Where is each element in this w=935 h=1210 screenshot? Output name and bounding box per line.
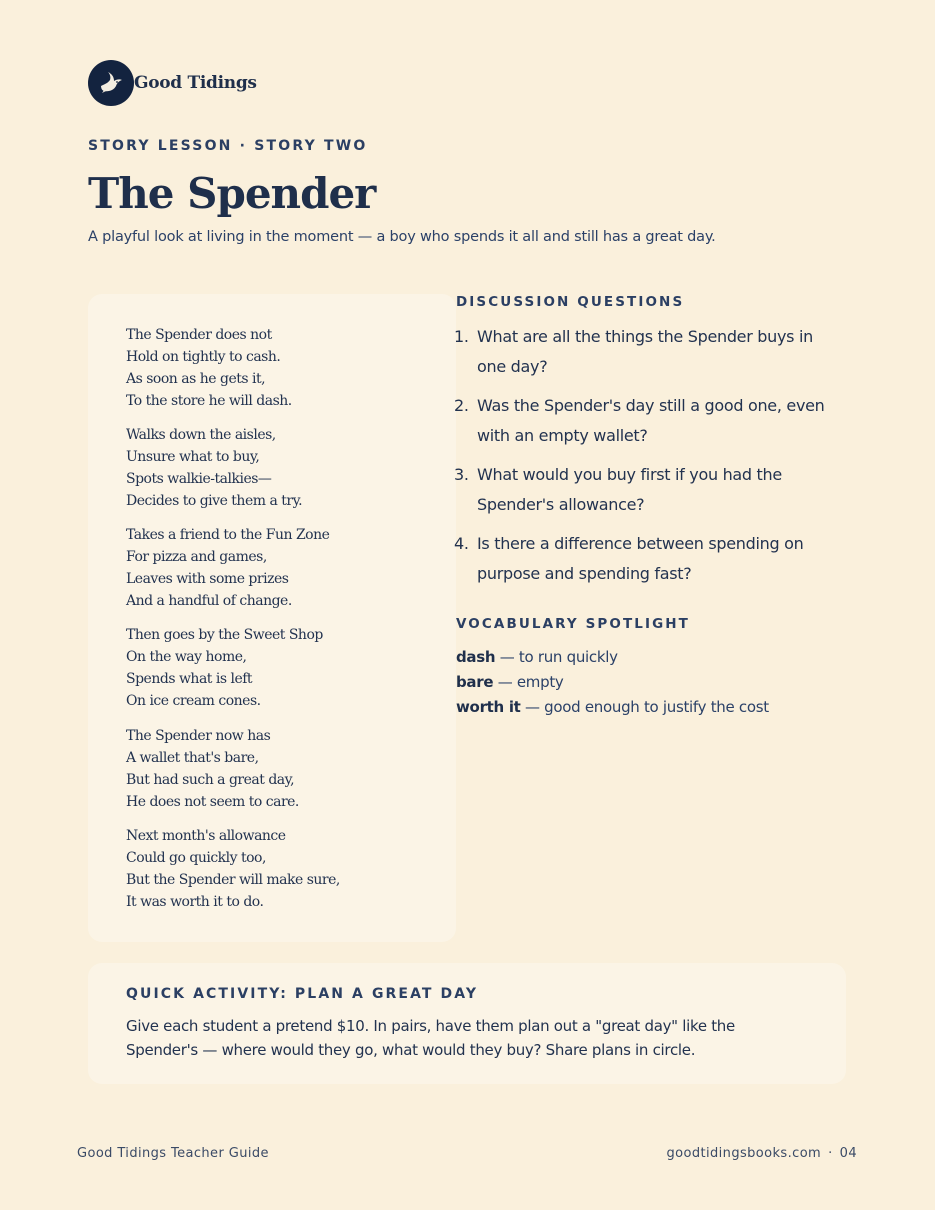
poem-line: On ice cream cones. bbox=[126, 693, 261, 709]
question-text: What would you buy first if you had the Spender's allowance? bbox=[477, 465, 782, 514]
page-number: 04 bbox=[839, 1146, 857, 1161]
activity-title: QUICK ACTIVITY: PLAN A GREAT DAY bbox=[126, 986, 479, 1002]
poem-line: He does not seem to care. bbox=[126, 794, 299, 810]
poem-line: But had such a great day, bbox=[126, 772, 295, 788]
poem-line: Takes a friend to the Fun Zone bbox=[126, 527, 330, 543]
poem-line: Hold on tightly to cash. bbox=[126, 349, 281, 365]
discussion-question bbox=[456, 460, 836, 520]
poem-stanza bbox=[126, 624, 446, 712]
question-number: 3. bbox=[454, 465, 469, 484]
poem-line: Could go quickly too, bbox=[126, 850, 266, 866]
question-number: 1. bbox=[454, 327, 469, 346]
footer-site-page bbox=[667, 1146, 858, 1161]
question-text: Was the Spender's day still a good one, even with an empty wallet? bbox=[477, 396, 825, 445]
brand-logo bbox=[88, 60, 257, 106]
vocabulary-item bbox=[456, 645, 856, 670]
poem bbox=[126, 324, 446, 925]
poem-line: For pizza and games, bbox=[126, 549, 267, 565]
discussion-question bbox=[456, 391, 836, 451]
poem-line: And a handful of change. bbox=[126, 593, 292, 609]
activity-body: Give each student a pretend $10. In pairs, have them plan out a "great day" like the Spender's — where would they go, what would they buy? Share plans in circle. bbox=[126, 1017, 735, 1059]
footer-separator: · bbox=[828, 1146, 833, 1161]
discussion-question bbox=[456, 322, 836, 382]
poem-stanza bbox=[126, 524, 446, 612]
vocabulary-term: bare bbox=[456, 673, 494, 691]
footer-guide-title: Good Tidings Teacher Guide bbox=[77, 1146, 269, 1161]
vocabulary-list bbox=[456, 645, 856, 720]
question-number: 2. bbox=[454, 396, 469, 415]
poem-stanza bbox=[126, 725, 446, 813]
vocabulary-term: worth it bbox=[456, 698, 521, 716]
poem-line: Spends what is left bbox=[126, 671, 253, 687]
question-text: Is there a difference between spending on purpose and spending fast? bbox=[477, 534, 804, 583]
vocabulary-item bbox=[456, 670, 856, 695]
poem-line: The Spender now has bbox=[126, 728, 271, 744]
poem-line: On the way home, bbox=[126, 649, 247, 665]
poem-line: Unsure what to buy, bbox=[126, 449, 260, 465]
poem-stanza bbox=[126, 825, 446, 913]
question-number: 4. bbox=[454, 534, 469, 553]
poem-line: Next month's allowance bbox=[126, 828, 286, 844]
poem-line: Then goes by the Sweet Shop bbox=[126, 627, 323, 643]
poem-stanza bbox=[126, 424, 446, 512]
discussion-list bbox=[456, 322, 836, 598]
vocabulary-definition: — to run quickly bbox=[495, 648, 618, 666]
vocabulary-definition: — good enough to justify the cost bbox=[520, 698, 769, 716]
page-title: The Spender bbox=[88, 169, 376, 218]
story-kicker: STORY LESSON · STORY TWO bbox=[88, 138, 368, 154]
vocabulary-item bbox=[456, 695, 856, 720]
vocabulary-heading: VOCABULARY SPOTLIGHT bbox=[456, 616, 690, 632]
vocabulary-definition: — empty bbox=[493, 673, 564, 691]
poem-line: It was worth it to do. bbox=[126, 894, 264, 910]
poem-line: Walks down the aisles, bbox=[126, 427, 276, 443]
poem-line: To the store he will dash. bbox=[126, 393, 292, 409]
discussion-question bbox=[456, 529, 836, 589]
poem-line: The Spender does not bbox=[126, 327, 272, 343]
page-subtitle: A playful look at living in the moment — a boy who spends it all and still has a great day. bbox=[88, 229, 716, 245]
dove-icon bbox=[88, 60, 134, 106]
poem-stanza bbox=[126, 324, 446, 412]
poem-line: But the Spender will make sure, bbox=[126, 872, 340, 888]
poem-line: A wallet that's bare, bbox=[126, 750, 259, 766]
question-text: What are all the things the Spender buys in one day? bbox=[477, 327, 813, 376]
discussion-heading: DISCUSSION QUESTIONS bbox=[456, 294, 685, 310]
poem-line: As soon as he gets it, bbox=[126, 371, 266, 387]
poem-line: Decides to give them a try. bbox=[126, 493, 303, 509]
poem-line: Spots walkie-talkies— bbox=[126, 471, 272, 487]
poem-line: Leaves with some prizes bbox=[126, 571, 289, 587]
vocabulary-term: dash bbox=[456, 648, 496, 666]
brand-name: Good Tidings bbox=[134, 73, 257, 93]
footer-site-link[interactable]: goodtidingsbooks.com bbox=[666, 1146, 822, 1161]
